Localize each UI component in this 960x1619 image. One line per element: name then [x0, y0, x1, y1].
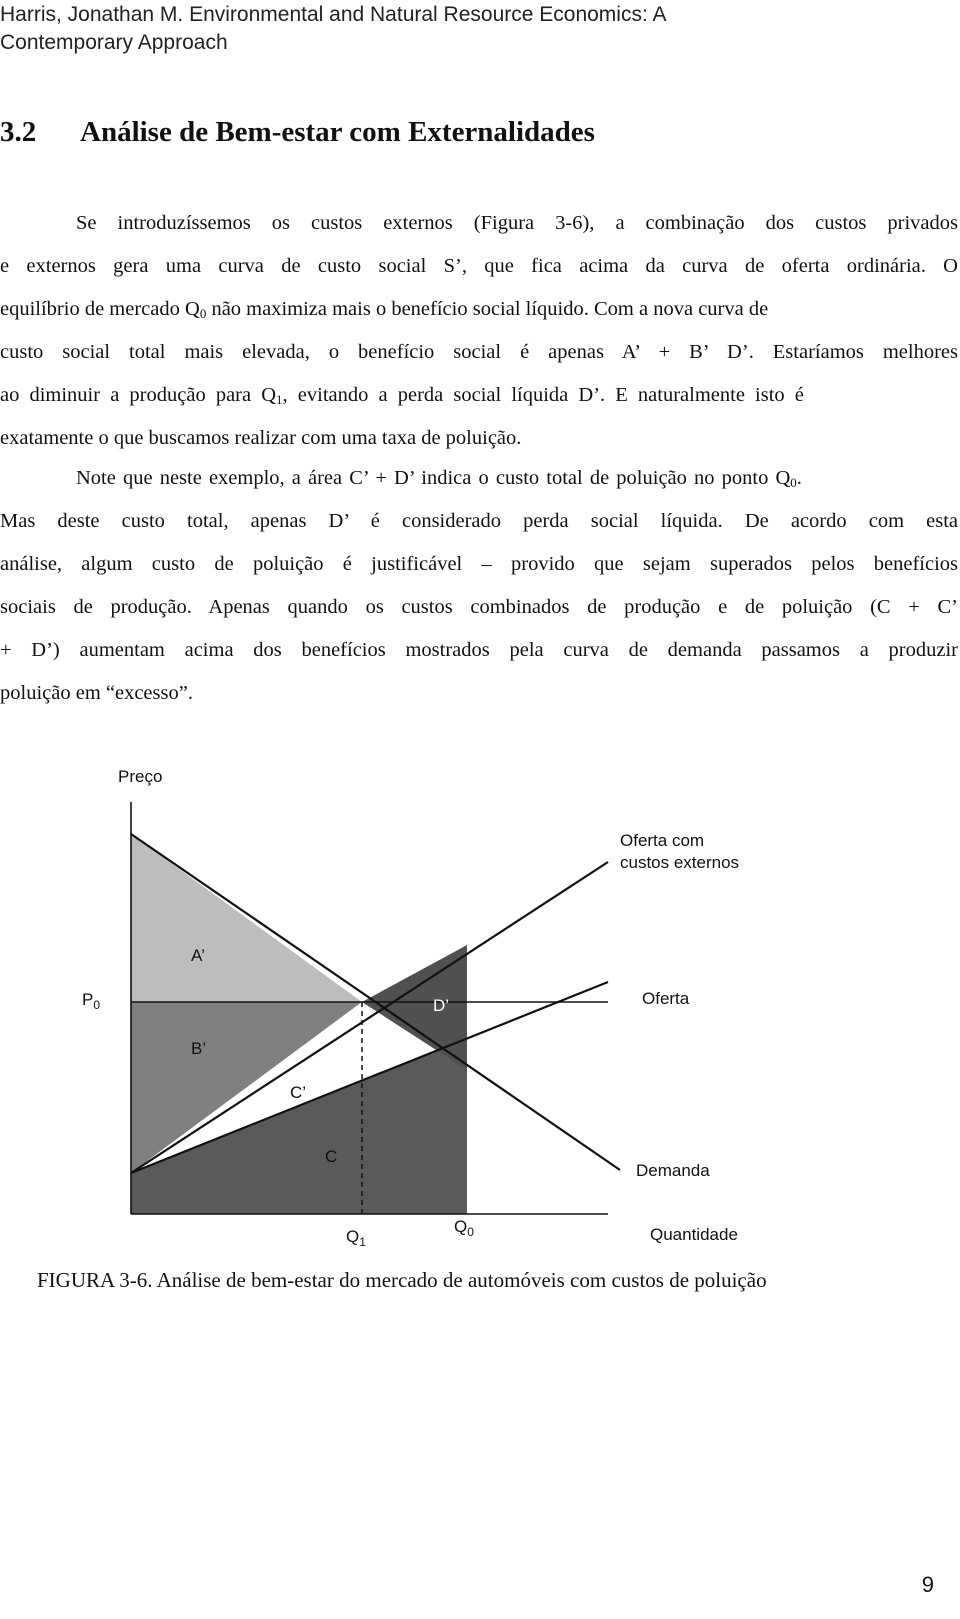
- header-line-2: Contemporary Approach: [0, 31, 228, 54]
- paragraph-2-line-1-end: .: [796, 467, 802, 489]
- demand-label: Demanda: [636, 1161, 710, 1180]
- area-a-region: [131, 834, 362, 1002]
- paragraph-2-line-3: análise, algum custo de poluição é justificável – provido que sejam superados pelos benefícios: [0, 553, 958, 575]
- paragraph-1-line-3-end: não maximiza mais o benefício social líquido. Com a nova curva de: [206, 298, 769, 320]
- q1-subscript: 1: [276, 392, 283, 407]
- q0-subscript: 0: [199, 306, 207, 321]
- supply-label: Oferta: [642, 989, 690, 1008]
- area-b-label: B’: [191, 1039, 207, 1058]
- area-a-label: A’: [191, 946, 205, 965]
- paragraph-1-line-1: Se introduzíssemos os custos externos (Figura 3-6), a combinação dos custos privados: [76, 212, 958, 234]
- paragraph-2-line-1-start: Note que neste exemplo, a área C’ + D’ indica o custo total de poluição no ponto Q: [76, 467, 791, 489]
- q0-label: $Q_0$: [454, 1217, 474, 1239]
- paragraph-1-line-4: custo social total mais elevada, o benefício social é apenas A’ + B’ D’. Estaríamos melhores: [0, 341, 958, 363]
- area-c-label: C: [325, 1147, 338, 1166]
- paragraph-1-line-2: e externos gera uma curva de custo social S’, que fica acima da curva de oferta ordinária. O: [0, 255, 958, 277]
- section-title: Análise de Bem-estar com Externalidades: [80, 116, 595, 148]
- header-line-1: Harris, Jonathan M. Environmental and Natural Resource Economics: A: [0, 3, 667, 26]
- section-number: 3.2: [0, 116, 37, 148]
- paragraph-2-line-4: sociais de produção. Apenas quando os custos combinados de produção e de poluição (C + C’: [0, 596, 958, 618]
- welfare-figure: [0, 770, 960, 1330]
- area-c-prime-label: C’: [290, 1083, 307, 1102]
- paragraph-1-line-3-start: equilíbrio de mercado Q: [0, 298, 200, 320]
- paragraph-2-line-2: Mas deste custo total, apenas D’ é considerado perda social líquida. De acordo com esta: [0, 510, 958, 532]
- section-heading: [0, 116, 595, 149]
- paragraph-1-line-5-start: ao diminuir a produção para Q: [0, 384, 277, 406]
- paragraph-2-line-6: poluição em “excesso”.: [0, 682, 193, 704]
- page-number: 9: [921, 1572, 934, 1597]
- paragraph-1-line-5: [0, 384, 958, 407]
- x-axis-label: Quantidade: [650, 1225, 738, 1244]
- paragraph-2-line-5: + D’) aumentam acima dos benefícios mostrados pela curva de demanda passamos a produzir: [0, 639, 958, 661]
- q0-subscript-2: 0: [790, 475, 797, 490]
- welfare-diagram: [0, 770, 960, 1330]
- social-supply-label-line-1: Oferta com: [620, 831, 705, 850]
- paragraph-2-line-1: [76, 467, 958, 490]
- area-d-label: D’: [433, 996, 450, 1015]
- figure-caption: FIGURA 3-6. Análise de bem-estar do mercado de automóveis com custos de poluição: [37, 1268, 767, 1292]
- q1-label: $Q_1$: [346, 1227, 366, 1249]
- social-supply-label-line-2: custos externos: [620, 853, 740, 872]
- y-axis-label: Preço: [118, 770, 163, 786]
- paragraph-1-line-6: exatamente o que buscamos realizar com uma taxa de poluição.: [0, 427, 522, 449]
- paragraph-1-line-3: [0, 298, 958, 321]
- p0-label: $P_0$: [82, 990, 101, 1012]
- paragraph-1-line-5-end: , evitando a perda social líquida D’. E naturalmente isto é: [282, 384, 804, 406]
